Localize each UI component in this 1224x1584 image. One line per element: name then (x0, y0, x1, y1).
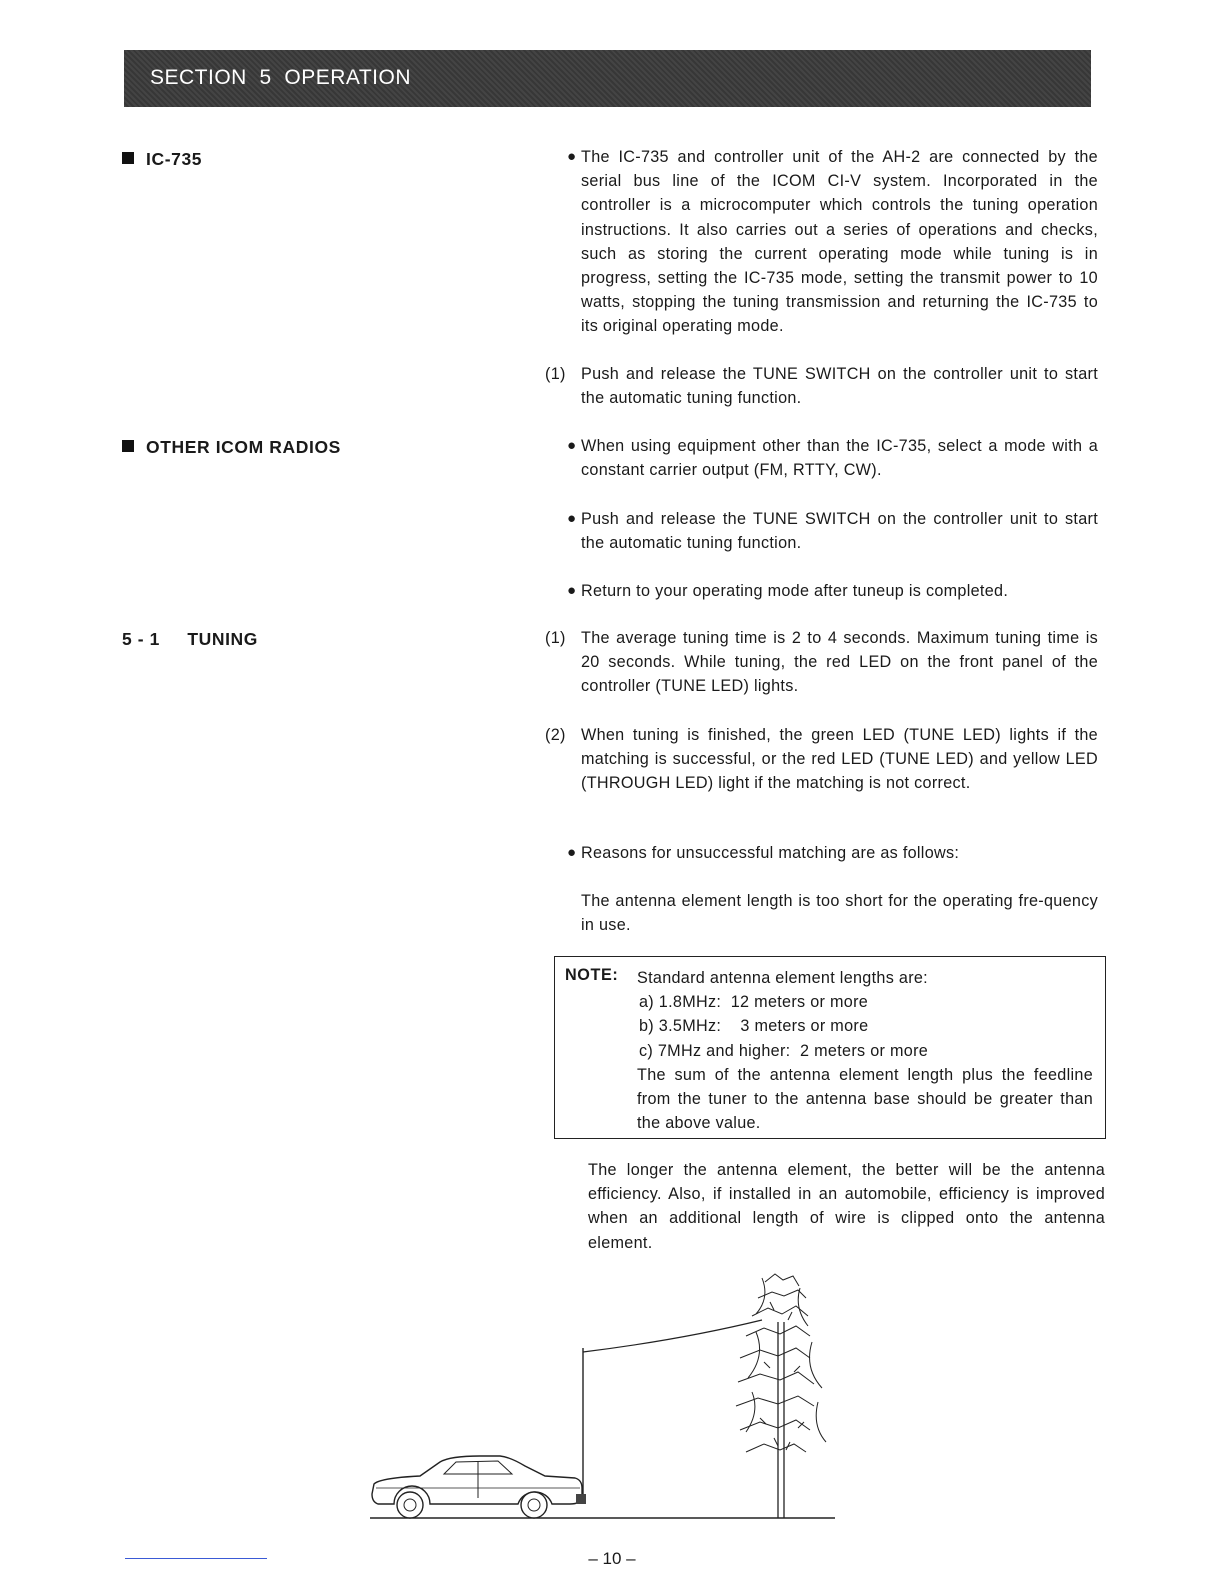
car-antenna-illustration (360, 1262, 850, 1530)
note-line: c) 7MHz and higher: 2 meters or more (639, 1041, 929, 1060)
car-wheel (397, 1492, 423, 1518)
square-bullet-icon (122, 440, 134, 452)
tree-foliage (736, 1274, 826, 1452)
antenna-wire (583, 1320, 762, 1352)
note-line: b) 3.5MHz: 3 meters or more (639, 1017, 869, 1036)
ic735-step-1: (1) Push and release the TUNE SWITCH on the controller unit to start the automatic tuning function. (581, 362, 1098, 410)
heading-tuning: 5 - 1 TUNING (122, 629, 259, 649)
note-label: NOTE: (565, 966, 619, 984)
other-radios-item-1: ● When using equipment other than the IC-735, select a mode with a constant carrier output (FM, RTTY, CW). (581, 434, 1098, 482)
step-number: (1) (545, 629, 566, 647)
note-heading: Standard antenna element lengths are: (637, 969, 928, 987)
section-title: SECTION 5 OPERATION (150, 66, 411, 89)
tuning-step-1: (1) The average tuning time is 2 to 4 seconds. Maximum tuning time is 20 seconds. While tuning, the red LED on the front panel of the controller (TUNE LED) lights. (581, 626, 1098, 699)
bullet-icon: ● (567, 437, 577, 454)
heading-ic735: IC-735 (122, 149, 202, 170)
other-radios-item-3: ● Return to your operating mode after tuneup is completed. (581, 579, 1098, 603)
square-bullet-icon (122, 152, 134, 164)
bullet-icon: ● (567, 510, 577, 527)
step-number: (1) (545, 365, 566, 383)
note-tail: The sum of the antenna element length plus the feedline from the tuner to the antenna base should be greater than the above value. (637, 1065, 1093, 1133)
bullet-icon: ● (567, 582, 577, 599)
heading-other-icom-radios: OTHER ICOM RADIOS (122, 437, 341, 458)
tuning-reason-text: The antenna element length is too short for the operating fre-quency in use. (581, 892, 1098, 935)
note-line: a) 1.8MHz: 12 meters or more (639, 993, 869, 1012)
step-number: (2) (545, 726, 566, 744)
antenna-tuner (576, 1494, 586, 1504)
note-box (554, 956, 1106, 1139)
section-banner (124, 50, 1091, 107)
page-number: – 10 – (588, 1549, 636, 1568)
ic735-intro: ● The IC-735 and controller unit of the AH-2 are connected by the serial bus line of the ICOM CI-V system. Incorporated in the controller is a microcomputer which controls the tuning operation instructions. It also carries out a series of operations and checks, such as storing the current operating mode while tuning is in progress, setting the IC-735 mode, setting the transmit power to 10 watts, stopping the tuning transmission and returning the IC-735 to its original operating mode. (581, 145, 1098, 339)
other-radios-item-2: ● Push and release the TUNE SWITCH on the controller unit to start the automatic tuning function. (581, 507, 1098, 555)
car-wheel (521, 1492, 547, 1518)
note-body (637, 966, 1093, 1135)
bullet-icon: ● (567, 148, 577, 165)
tuning-closing: The longer the antenna element, the better will be the antenna efficiency. Also, if installed in an automobile, efficiency is improved when an additional length of wire is clipped onto the antenna element. (588, 1161, 1105, 1252)
tuning-reasons: ● Reasons for unsuccessful matching are as follows: (581, 841, 1098, 865)
tuning-step-2: (2) When tuning is finished, the green LED (TUNE LED) lights if the matching is successful, or the red LED (TUNE LED) and yellow LED (THROUGH LED) light if the matching is not correct. (581, 723, 1098, 796)
bullet-icon: ● (567, 844, 577, 861)
